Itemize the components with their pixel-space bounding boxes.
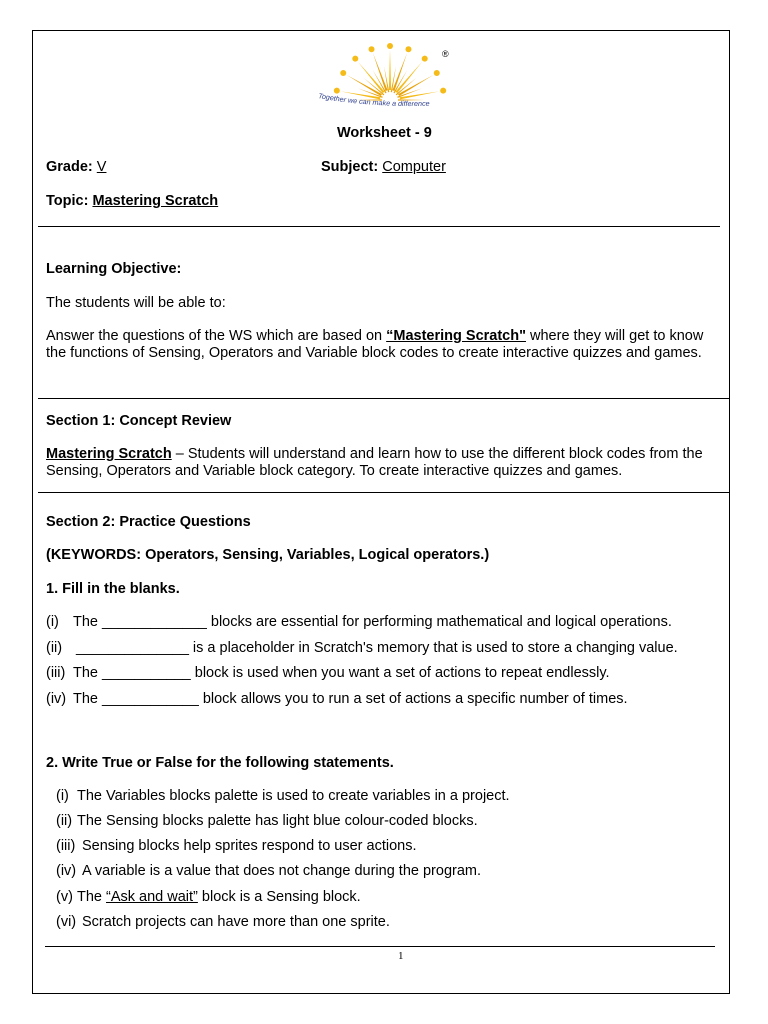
subject-label: Subject: <box>321 159 379 175</box>
item-number: (iv) <box>46 691 67 707</box>
topic-label: Topic: <box>46 193 89 209</box>
item-text: The Variables blocks palette is used to create variables in a project. <box>77 788 510 804</box>
sun-ray <box>392 53 407 91</box>
section1-text <box>46 446 726 480</box>
grade-label: Grade: <box>46 159 93 175</box>
learning-objective-heading: Learning Objective: <box>46 261 182 277</box>
sun-ray <box>347 75 382 96</box>
divider <box>38 226 720 227</box>
item-text: Scratch projects can have more than one sprite. <box>82 914 390 930</box>
sun-ray-dot <box>422 56 428 62</box>
item-number: (iii) <box>56 838 76 854</box>
item-number: (vi) <box>56 914 77 930</box>
page-number: 1 <box>398 950 404 962</box>
item-text: block is a Sensing block. <box>197 889 361 905</box>
q1-item <box>46 640 678 656</box>
item-number: (ii) <box>56 813 73 829</box>
section2-heading: Section 2: Practice Questions <box>46 514 251 530</box>
sun-ray-dot <box>387 43 393 49</box>
item-number: (ii) <box>46 640 63 656</box>
objective-highlight: “Mastering Scratch" <box>386 328 526 344</box>
sun-ray <box>373 53 388 91</box>
q1-item <box>46 665 610 681</box>
q2-heading: 2. Write True or False for the following statements. <box>46 755 394 771</box>
subject-row <box>321 159 446 175</box>
divider <box>38 398 730 399</box>
ask-and-wait-term: “Ask and wait” <box>106 889 198 905</box>
keywords-line: (KEYWORDS: Operators, Sensing, Variables, Logical operators.) <box>46 547 490 563</box>
item-text: A variable is a value that does not change during the program. <box>82 863 482 879</box>
worksheet-title: Worksheet - 9 <box>337 125 432 141</box>
sun-ray <box>400 91 440 99</box>
item-text: The Sensing blocks palette has light blue colour-coded blocks. <box>77 813 478 829</box>
q1-item <box>46 614 672 630</box>
q2-item <box>56 813 478 829</box>
q2-item <box>56 889 361 905</box>
subject-value: Computer <box>382 159 446 175</box>
section1-heading: Section 1: Concept Review <box>46 413 232 429</box>
divider <box>38 492 730 493</box>
q2-item <box>56 914 390 930</box>
item-text: ______________ is a placeholder in Scratch's memory that is used to store a changing value. <box>76 640 678 656</box>
item-number: (iii) <box>46 665 66 681</box>
topic-row <box>46 193 218 209</box>
item-text: The _____________ blocks are essential for performing mathematical and logical operations. <box>73 614 672 630</box>
registered-mark: ® <box>442 49 449 59</box>
logo-tagline: Together we can make a difference <box>317 91 430 109</box>
item-text: Sensing blocks help sprites respond to user actions. <box>82 838 417 854</box>
learning-objective-intro: The students will be able to: <box>46 295 226 311</box>
sun-ray-dot <box>352 56 358 62</box>
sun-ray <box>389 50 391 90</box>
footer-divider <box>45 946 715 947</box>
q2-item <box>56 838 417 854</box>
q1-heading: 1. Fill in the blanks. <box>46 581 180 597</box>
sun-ray-dot <box>340 70 346 76</box>
learning-objective-text <box>46 328 726 362</box>
objective-text-before: Answer the questions of the WS which are based on <box>46 328 387 344</box>
sun-ray-dot <box>334 88 340 94</box>
sun-ray-dot <box>405 46 411 52</box>
sun-ray-dot <box>440 88 446 94</box>
item-number: (iv) <box>56 863 77 879</box>
section1-term: Mastering Scratch <box>46 446 172 462</box>
section1-description: – Students will understand and learn how to use the different block codes from the Sensing, Operators and Variable block category. To create interactive quizzes and games. <box>46 446 703 479</box>
sun-ray-dot <box>369 46 375 52</box>
objective-text-after: where they will get to know the functions of Sensing, Operators and Variable block codes to create interactive quizzes and games. <box>46 328 704 361</box>
q2-item <box>56 788 510 804</box>
topic-value: Mastering Scratch <box>92 193 219 209</box>
item-text: The ___________ block is used when you want a set of actions to repeat endlessly. <box>73 665 610 681</box>
school-logo <box>310 40 470 112</box>
item-number: (i) <box>46 614 59 630</box>
item-text: The <box>77 889 107 905</box>
sun-ray <box>398 75 433 96</box>
grade-row <box>46 159 106 175</box>
grade-value: V <box>96 159 107 175</box>
sun-crown-icon <box>310 40 470 112</box>
sun-ray-dot <box>434 70 440 76</box>
q1-item <box>46 691 628 707</box>
q2-item <box>56 863 481 879</box>
item-text: The ____________ block allows you to run a set of actions a specific number of times. <box>73 691 628 707</box>
item-number: (v) <box>56 889 73 905</box>
item-number: (i) <box>56 788 69 804</box>
